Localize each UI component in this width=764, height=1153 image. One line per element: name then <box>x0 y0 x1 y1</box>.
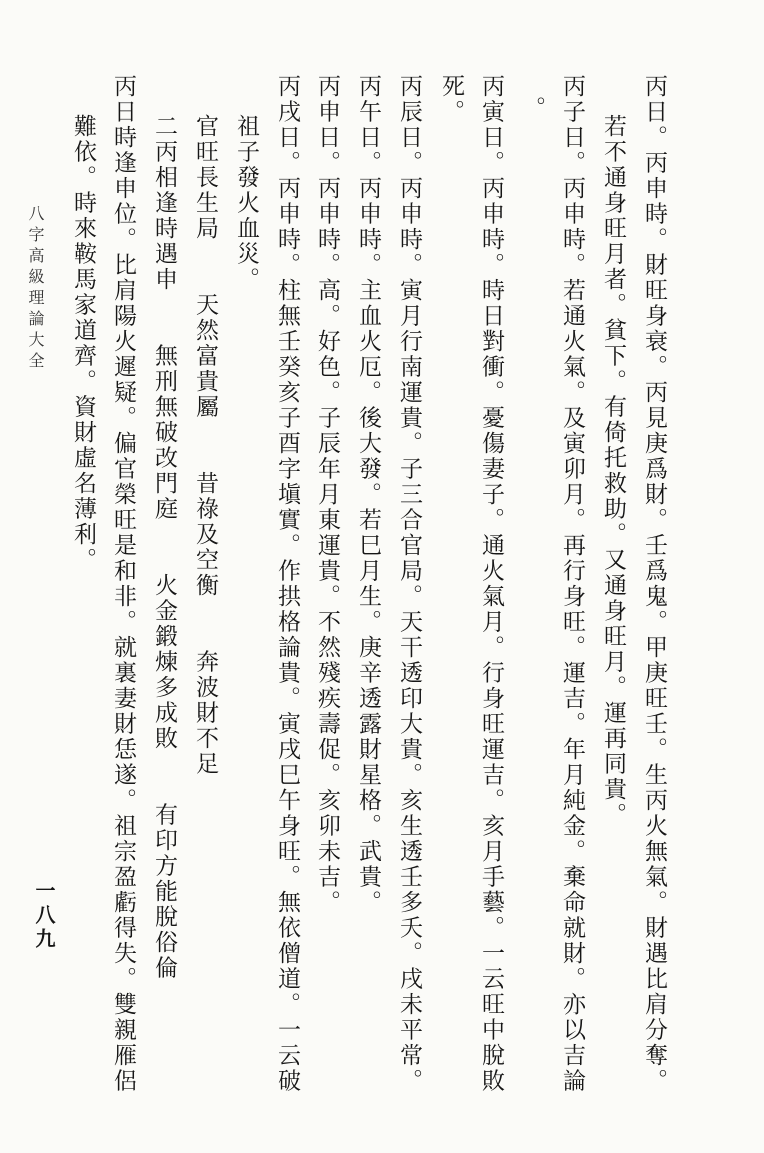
text-column-9: 丙申日。丙申時。高。好色。子辰年月東運貴。不然殘疾壽促。亥卯未吉。 <box>314 74 340 916</box>
text-column-2: 若不通身旺月者。貧下。有倚托救助。又通身旺月。運再同貴。 <box>600 114 626 828</box>
text-column-4: 。 <box>519 96 545 122</box>
text-column-6: 死。 <box>438 74 464 125</box>
verse-column-2: 二丙相逢時遇申 無刑無破改門庭 火金鍛煉多成敗 有印方能脫俗倫 <box>151 114 177 981</box>
text-column-5: 丙寅日。丙申時。時日對衝。憂傷妻子。通火氣月。行身旺運吉。亥月手藝。一云旺中脫敗 <box>478 74 504 1094</box>
page-number: 一八九 <box>32 880 56 952</box>
text-column-1: 丙日。丙申時。財旺身衰。丙見庚爲財。壬爲鬼。甲庚旺壬。生丙火無氣。財遇比肩分奪。 <box>641 74 667 1094</box>
running-header: 八字高級理論大全 <box>26 205 45 373</box>
text-column-13: 難依。時來鞍馬家道齊。資財虛名薄利。 <box>70 114 96 573</box>
text-column-11: 祖子發火血災。 <box>233 114 259 293</box>
text-column-10: 丙戌日。丙申時。柱無壬癸亥子酉字塡實。作拱格論貴。寅戌巳午身旺。無依僧道。一云破 <box>274 74 300 1094</box>
verse-column-1: 官旺長生局 天然富貴屬 昔祿及空衡 奔波財不足 <box>192 114 218 777</box>
text-column-3: 丙子日。丙申時。若通火氣。及寅卯月。再行身旺。運吉。年月純金。棄命就財。亦以吉論 <box>559 74 585 1094</box>
text-column-12: 丙日時逢申位。比肩陽火遲疑。偏官榮旺是和非。就裏妻財恁遂。祖宗盈虧得失。雙親雁侶 <box>110 74 136 1094</box>
text-column-8: 丙午日。丙申時。主血火厄。後大發。若巳月生。庚辛透露財星格。武貴。 <box>355 74 381 916</box>
text-column-7: 丙辰日。丙申時。寅月行南運貴。子三合官局。天干透印大貴。亥生透壬多夭。戌未平常。 <box>396 74 422 1094</box>
